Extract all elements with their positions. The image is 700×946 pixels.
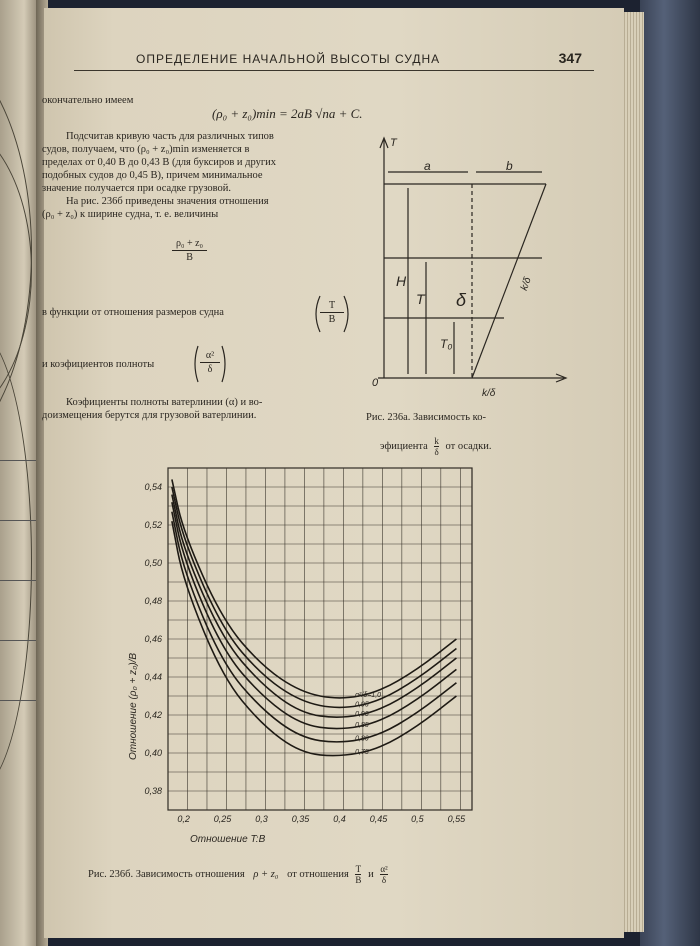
fig-a-caption-line2: эфициента $\frac{k}{\delta}$ от осадки.	[380, 436, 492, 457]
page-stack-edge	[622, 12, 644, 932]
y-tick-label: 0,46	[144, 634, 162, 644]
series-labels	[355, 692, 381, 756]
function-text: в функции от отношения размеров судна	[42, 307, 224, 318]
fig-a-label: T	[390, 137, 397, 149]
series-line	[172, 495, 457, 718]
left-page-fragment	[0, 0, 40, 946]
figure-236b-chart	[120, 460, 480, 850]
series-line	[172, 487, 457, 707]
para3-line: Коэфициенты полноты ватерлинии (α) и во-	[66, 397, 263, 408]
y-tick-label: 0,48	[144, 596, 162, 606]
series-label: 0,85	[355, 722, 369, 730]
series-label: 0,80	[355, 735, 369, 743]
para1-line: значение получается при осадке грузовой.	[42, 183, 232, 194]
para1-line: подобных судов до 0,45 B), причем минимальное	[42, 170, 263, 181]
y-tick-label: 0,54	[144, 482, 162, 492]
x-tick-label: 0,25	[213, 814, 232, 824]
x-tick-labels	[177, 814, 466, 824]
fig-a-label: 0	[372, 377, 379, 389]
fig-a-caption-line1: Рис. 236а. Зависимость ко-	[366, 412, 486, 423]
y-tick-label: 0,42	[144, 710, 162, 720]
series-line	[172, 479, 457, 698]
fig-a-label: k/δ	[482, 388, 496, 399]
ratio-fraction: $\frac{\text{ρ₀ + z₀}}{B}$	[172, 238, 207, 263]
y-tick-label: 0,52	[144, 520, 162, 530]
fig-a-label: b	[506, 159, 513, 173]
paragraph-1	[42, 130, 362, 221]
x-tick-label: 0,45	[369, 814, 388, 824]
paragraph-3	[42, 396, 362, 422]
x-tick-label: 0,4	[333, 814, 346, 824]
fig-a-label: δ	[456, 290, 467, 310]
para1-line: судов, получаем, что (ρ₀ + z₀)min изменяется в	[42, 144, 250, 155]
para1-line: Подсчитав кривую часть для различных типов	[66, 131, 274, 142]
x-tick-label: 0,55	[447, 814, 466, 824]
x-tick-label: 0,2	[177, 814, 190, 824]
fig-a-label: T₀	[440, 337, 453, 351]
para3-line: доизмещения берутся для грузовой ватерлинии.	[42, 410, 257, 421]
book-cover-edge	[640, 0, 700, 946]
series-line	[172, 512, 457, 742]
x-tick-label: 0,35	[291, 814, 310, 824]
book-page	[44, 8, 624, 938]
series-label: 0,95	[355, 701, 369, 709]
fig-a-label: H	[396, 273, 407, 289]
para2-line: (ρ₀ + z₀) к ширине судна, т. е. величины	[42, 209, 219, 220]
x-tick-label: 0,3	[255, 814, 268, 824]
chart-xlabel: Отношение T:B	[190, 834, 266, 845]
intro-text: окончательно имеем	[42, 95, 134, 106]
para1-line: пределах от 0,40 B до 0,43 B (для буксиров и других	[42, 157, 277, 168]
series-line	[172, 521, 457, 755]
running-title: ОПРЕДЕЛЕНИЕ НАЧАЛЬНОЙ ВЫСОТЫ СУДНА	[136, 52, 441, 66]
header-rule	[74, 70, 594, 71]
fig-a-label: k/δ	[518, 275, 534, 293]
main-formula: (ρ₀ + z₀)min = 2aB √na + C.	[212, 106, 363, 121]
x-tick-label: 0,5	[411, 814, 424, 824]
series-label: α²/δ=1,0	[355, 691, 382, 699]
chart-series	[172, 479, 457, 755]
y-tick-labels	[144, 482, 162, 796]
fig-b-caption: Рис. 236б. Зависимость отношения ρ + z₀ от отношения $\frac{T}{B}$ и $\frac{\text{α²}}{\delta}$	[88, 864, 388, 885]
tb-fraction: $\frac{T}{B}$	[320, 300, 344, 325]
y-tick-label: 0,38	[144, 786, 162, 796]
fig-a-label: T	[416, 291, 425, 307]
para2-line: На рис. 236б приведены значения отношения	[66, 196, 269, 207]
figure-236a	[364, 134, 574, 404]
y-tick-label: 0,50	[144, 558, 162, 568]
coef-text: и коэфициентов полноты	[42, 359, 155, 370]
y-tick-label: 0,40	[144, 748, 162, 758]
y-tick-label: 0,44	[144, 672, 162, 682]
series-label: 0,75	[355, 748, 369, 756]
fig-a-label: a	[424, 159, 431, 173]
series-label: 0,90	[355, 710, 369, 718]
slope-line	[472, 184, 546, 378]
page-number: 347	[558, 50, 582, 66]
chart-ylabel: Отношение (ρ₀ + z₀)/B	[128, 652, 139, 760]
a2d-fraction: $\frac{\text{α²}}{\delta}$	[200, 350, 220, 375]
